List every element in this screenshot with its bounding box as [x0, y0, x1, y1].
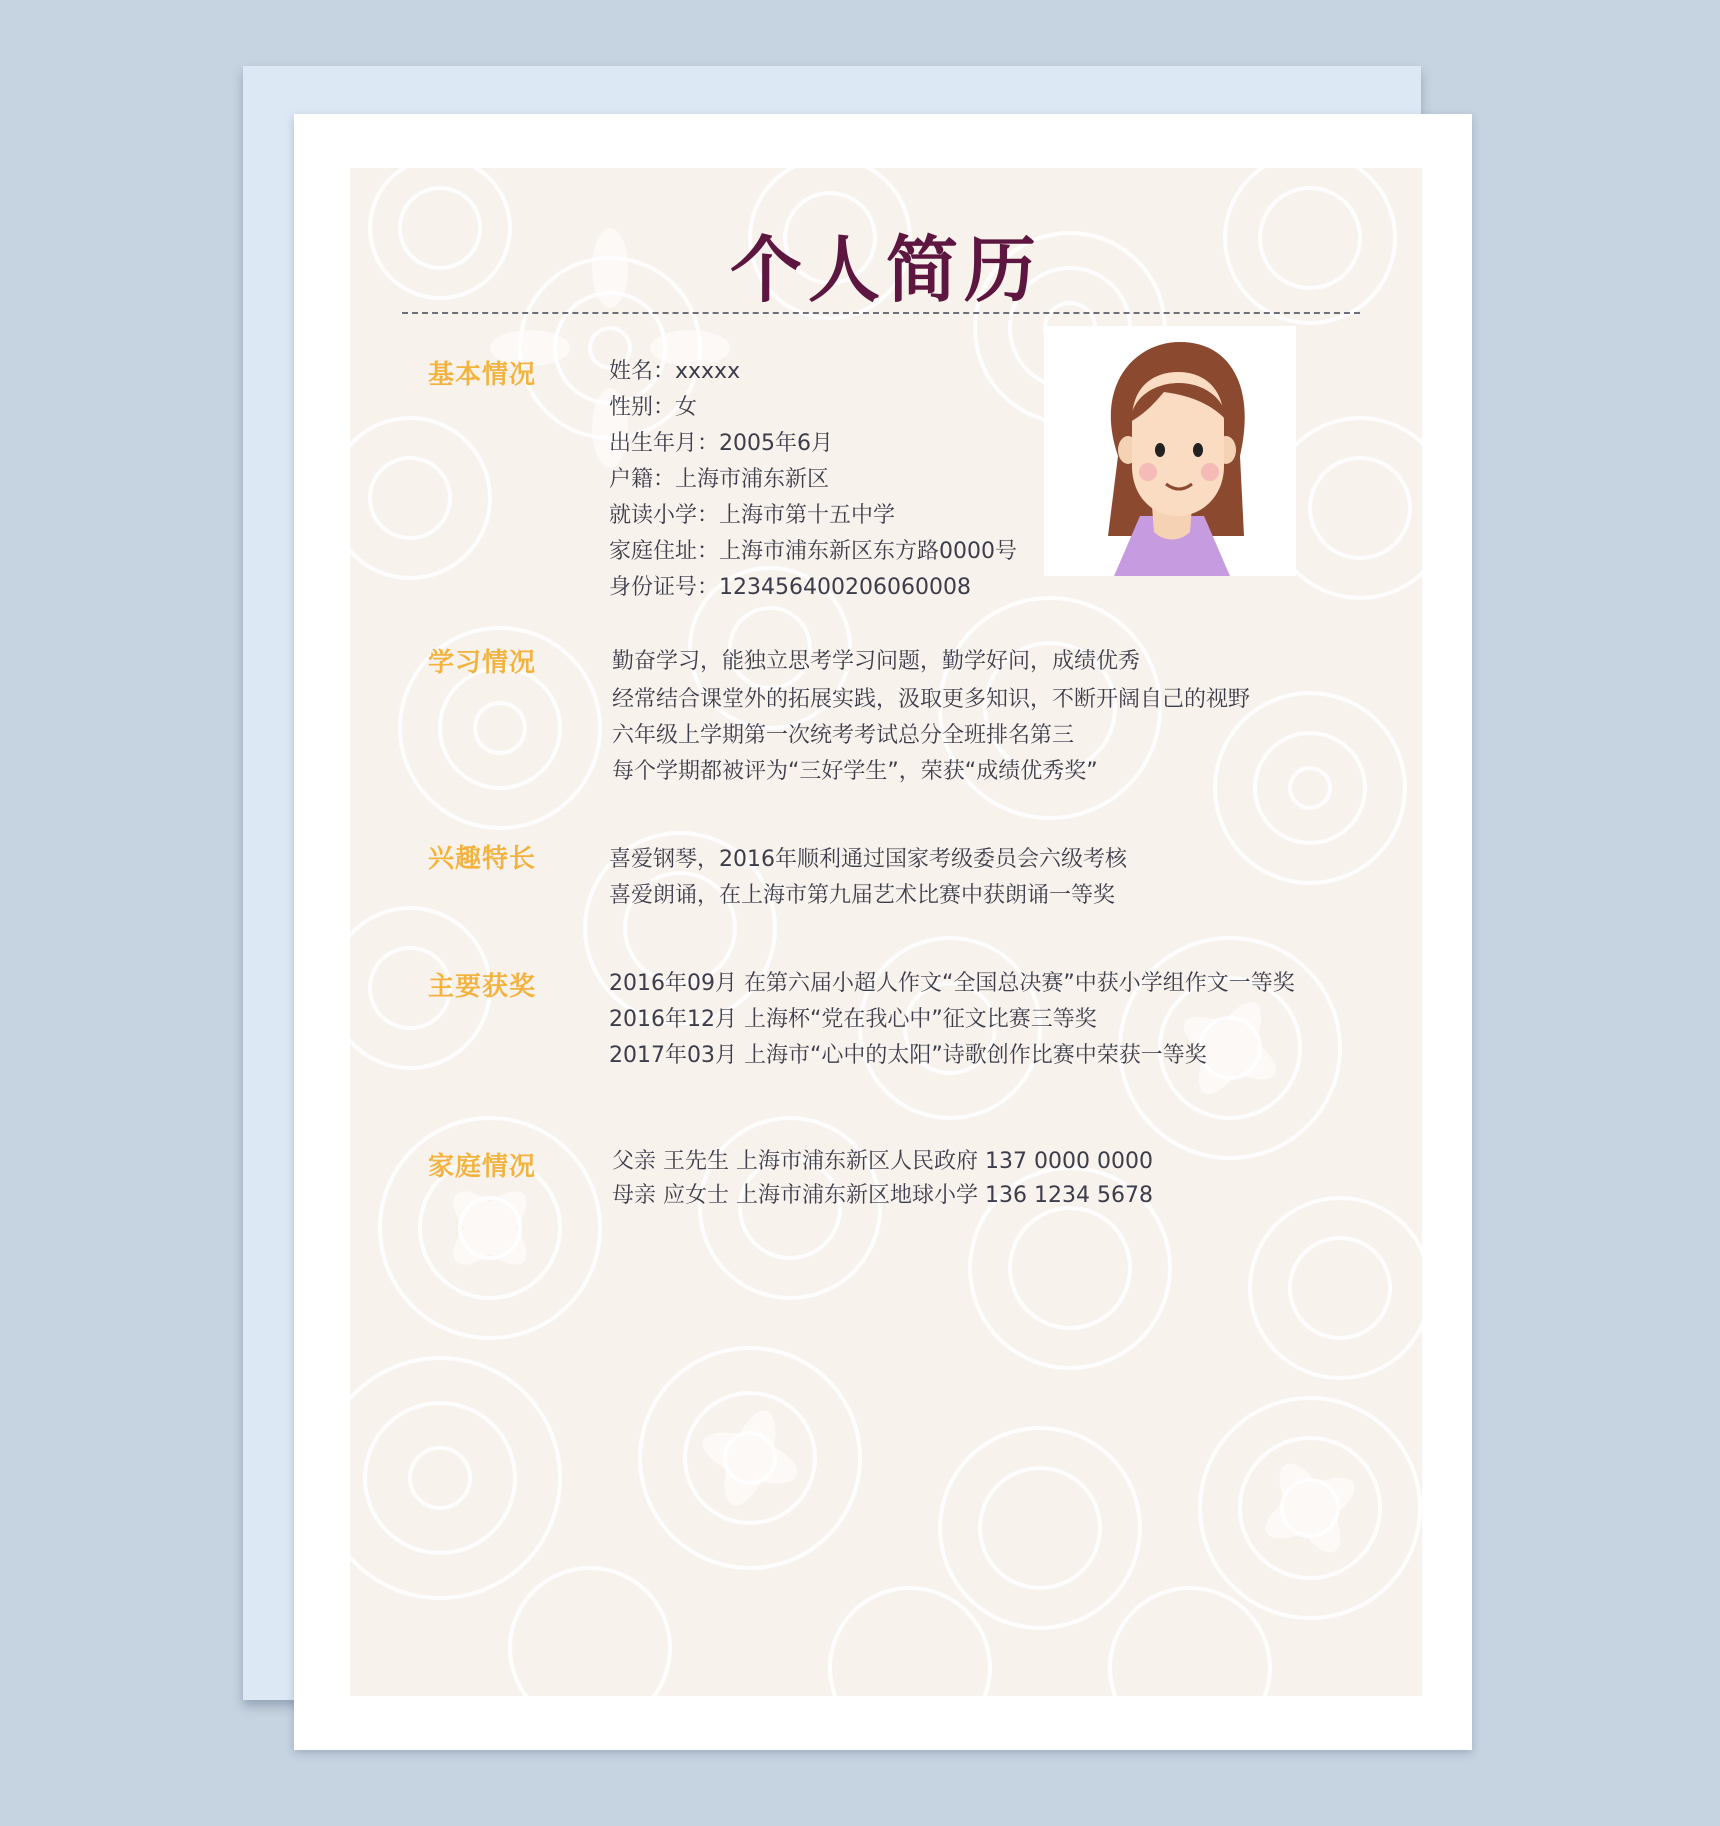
- basic-line: 户籍：上海市浦东新区: [609, 467, 830, 492]
- section-label-basic: 基本情况: [428, 360, 537, 390]
- section-label-hobby: 兴趣特长: [428, 844, 537, 874]
- resume-title: 个人简历: [729, 228, 1042, 312]
- resume-title-wrap: [350, 212, 1422, 316]
- basic-line: 就读小学：上海市第十五中学: [609, 503, 896, 528]
- study-line: 勤奋学习，能独立思考学习问题，勤学好问，成绩优秀: [612, 649, 1141, 674]
- award-line: 2017年03月 上海市“心中的太阳”诗歌创作比赛中荣获一等奖: [609, 1043, 1207, 1068]
- girl-avatar-illustration: [1044, 326, 1296, 576]
- family-line: 父亲 王先生 上海市浦东新区人民政府 137 0000 0000: [612, 1149, 1153, 1174]
- hobby-line: 喜爱朗诵，在上海市第九届艺术比赛中获朗诵一等奖: [609, 883, 1116, 908]
- title-divider: [402, 312, 1360, 314]
- award-line: 2016年12月 上海杯“党在我心中”征文比赛三等奖: [609, 1007, 1097, 1032]
- section-label-family: 家庭情况: [428, 1152, 537, 1182]
- study-line: 经常结合课堂外的拓展实践，汲取更多知识，不断开阔自己的视野: [612, 687, 1251, 712]
- basic-line: 家庭住址：上海市浦东新区东方路0000号: [609, 539, 1017, 564]
- study-line: 六年级上学期第一次统考考试总分全班排名第三: [612, 723, 1075, 748]
- basic-line: 性别：女: [609, 395, 698, 420]
- section-label-study: 学习情况: [428, 648, 537, 678]
- award-line: 2016年09月 在第六届小超人作文“全国总决赛”中获小学组作文一等奖: [609, 971, 1295, 996]
- basic-line: 姓名：xxxxx: [609, 359, 741, 384]
- basic-line: 身份证号：123456400206060008: [609, 575, 971, 600]
- study-line: 每个学期都被评为“三好学生”，荣获“成绩优秀奖”: [612, 759, 1098, 784]
- hobby-line: 喜爱钢琴，2016年顺利通过国家考级委员会六级考核: [609, 847, 1127, 872]
- basic-line: 出生年月：2005年6月: [609, 431, 833, 456]
- family-line: 母亲 应女士 上海市浦东新区地球小学 136 1234 5678: [612, 1183, 1153, 1208]
- section-label-awards: 主要获奖: [428, 972, 537, 1002]
- avatar: [1044, 326, 1296, 576]
